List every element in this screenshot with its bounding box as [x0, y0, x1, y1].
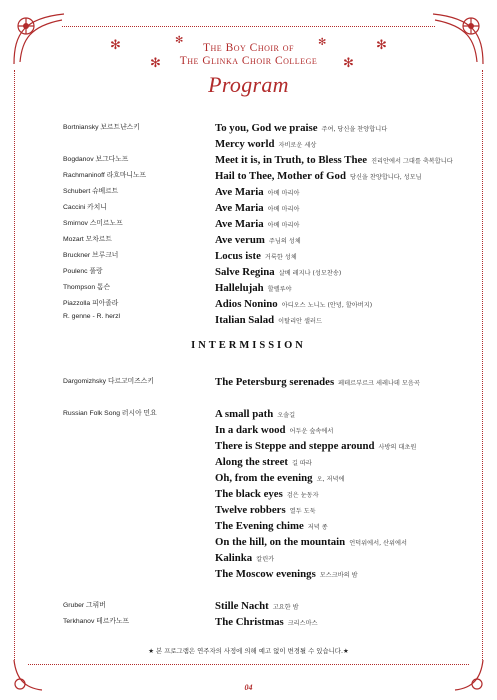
composer-name: Thompson 톰슨	[63, 284, 111, 291]
piece-title: Hail to Thee, Mother of God	[215, 170, 346, 182]
piece-korean-title: 언덕위에서, 산위에서	[349, 540, 407, 547]
program-header	[0, 42, 497, 98]
program-row	[0, 500, 497, 516]
snowflake-icon: ✻	[150, 55, 161, 70]
composer-name: Bogdanov 보그다노프	[63, 156, 129, 163]
piece-korean-title: 아디오스 노니노 (안녕, 할아버지)	[281, 302, 373, 309]
program-row	[0, 310, 497, 326]
piece-korean-title: 칼린카	[256, 556, 275, 563]
piece-korean-title: 아베 마리아	[267, 190, 300, 197]
program-row	[0, 452, 497, 468]
piece-korean-title: 살베 레지나 (성모찬송)	[278, 270, 342, 277]
piece-title: Along the street	[215, 456, 288, 468]
program-row	[0, 532, 497, 548]
program-row	[0, 612, 497, 628]
piece-korean-title: 진리안에서 그대를 축복합니다	[371, 158, 453, 165]
program-row	[0, 278, 497, 294]
piece-korean-title: 어두운 숲속에서	[289, 428, 334, 435]
piece-title: Ave Maria	[215, 218, 264, 230]
piece-korean-title: 주님의 성체	[268, 238, 301, 245]
composer-name: Poulenc 풀랑	[63, 268, 103, 275]
program-row	[0, 198, 497, 214]
intermission-heading: INTERMISSION	[191, 340, 306, 351]
border-bottom	[28, 664, 469, 665]
piece-title: Ave Maria	[215, 202, 264, 214]
piece-title: The Christmas	[215, 616, 284, 628]
piece-korean-title: 주여, 당신을 찬양합니다	[321, 126, 388, 133]
program-row	[0, 436, 497, 452]
corner-ornament-icon	[4, 658, 44, 698]
piece-korean-title: 검은 눈동자	[286, 492, 319, 499]
piece-korean-title: 아베 마리아	[267, 206, 300, 213]
piece-title: The Moscow evenings	[215, 568, 316, 580]
composer-name: Smirnov 스미르노프	[63, 220, 123, 227]
program-row	[0, 404, 497, 420]
program-row	[0, 420, 497, 436]
program-row	[0, 262, 497, 278]
snowflake-icon: ✻	[376, 37, 387, 52]
composer-name: Bruckner 브루크너	[63, 252, 119, 259]
piece-title: There is Steppe and steppe around	[215, 440, 375, 452]
piece-title: Italian Salad	[215, 314, 275, 326]
program-row	[0, 214, 497, 230]
piece-korean-title: 할렐루야	[267, 286, 292, 293]
piece-korean-title: 페테르부르크 세레나데 모음곡	[338, 380, 420, 387]
program-row	[0, 246, 497, 262]
program-row	[0, 468, 497, 484]
page-number: 04	[244, 683, 253, 692]
program-row	[0, 118, 497, 134]
piece-title: Ave verum	[215, 234, 265, 246]
snowflake-icon: ✻	[110, 37, 121, 52]
program-row	[0, 372, 497, 388]
program-row	[0, 182, 497, 198]
piece-title: Stille Nacht	[215, 600, 269, 612]
piece-korean-title: 거룩한 성체	[264, 254, 297, 261]
piece-korean-title: 자비로운 세상	[278, 142, 317, 149]
composer-name: Schubert 슈베르트	[63, 188, 119, 195]
piece-title: Twelve robbers	[215, 504, 286, 516]
composer-name: Gruber 그뤼버	[63, 602, 106, 609]
program-row	[0, 516, 497, 532]
program-row	[0, 230, 497, 246]
composer-name: Caccini 카치니	[63, 204, 107, 211]
piece-title: Mercy world	[215, 138, 275, 150]
page-title: Program	[208, 72, 289, 97]
piece-title: The Evening chime	[215, 520, 304, 532]
composer-name: Rachmaninoff 라흐마니노프	[63, 172, 147, 179]
piece-title: Ave Maria	[215, 186, 264, 198]
piece-korean-title: 열두 도둑	[289, 508, 316, 515]
piece-title: On the hill, on the mountain	[215, 536, 346, 548]
piece-title: Kalinka	[215, 552, 253, 564]
border-top	[62, 26, 435, 27]
piece-title: Meet it is, in Truth, to Bless Thee	[215, 154, 368, 166]
piece-korean-title: 오솔길	[277, 412, 296, 419]
composer-name: Dargomizhsky 다르고미즈스키	[63, 378, 154, 385]
program-row	[0, 134, 497, 150]
corner-ornament-icon	[453, 658, 493, 698]
composer-name: Terkhanov 테르카노프	[63, 618, 130, 625]
snowflake-icon: ✻	[175, 35, 184, 46]
piece-title: The black eyes	[215, 488, 283, 500]
program-row	[0, 166, 497, 182]
snowflake-icon: ✻	[318, 37, 327, 48]
piece-title: In a dark wood	[215, 424, 286, 436]
composer-name: Russian Folk Song 러시아 민요	[63, 410, 157, 417]
piece-korean-title: 당신을 찬양합니다, 성모님	[349, 174, 422, 181]
composer-name: Piazzolla 피아졸라	[63, 300, 119, 307]
composer-name: R. genne - R. herzl	[63, 313, 121, 320]
piece-title: Oh, from the evening	[215, 472, 313, 484]
program-row	[0, 596, 497, 612]
program-row	[0, 150, 497, 166]
program-row	[0, 564, 497, 580]
piece-korean-title: 길 따라	[291, 460, 312, 467]
piece-korean-title: 크리스마스	[287, 620, 318, 627]
program-row	[0, 548, 497, 564]
choir-name-line1: The Boy Choir of	[203, 42, 294, 54]
snowflake-icon: ✻	[343, 55, 354, 70]
piece-korean-title: 사방의 대초원	[378, 444, 417, 451]
piece-title: Salve Regina	[215, 266, 275, 278]
piece-korean-title: 고요한 밤	[272, 604, 299, 611]
composer-name: Mozart 모차르트	[63, 236, 112, 243]
piece-title: To you, God we praise	[215, 122, 318, 134]
composer-name: Bortniansky 보르트냔스키	[63, 124, 140, 131]
piece-korean-title: 이탈리안 샐러드	[278, 318, 322, 325]
piece-title: The Petersburg serenades	[215, 376, 335, 388]
program-change-notice: ★ 본 프로그램은 연주자의 사정에 의해 예고 없이 변경될 수 있습니다.★	[148, 647, 349, 655]
piece-korean-title: 모스크바의 밤	[319, 572, 358, 579]
piece-title: Hallelujah	[215, 282, 264, 294]
piece-korean-title: 저녁 종	[307, 524, 328, 531]
piece-title: Locus iste	[215, 250, 261, 262]
program-row	[0, 294, 497, 310]
piece-korean-title: 아베 마리아	[267, 222, 300, 229]
piece-title: A small path	[215, 408, 274, 420]
piece-korean-title: 오, 저녁에	[316, 476, 345, 483]
program-row	[0, 484, 497, 500]
piece-title: Adios Nonino	[215, 298, 278, 310]
choir-name-line2: The Glinka Choir College	[179, 55, 318, 67]
